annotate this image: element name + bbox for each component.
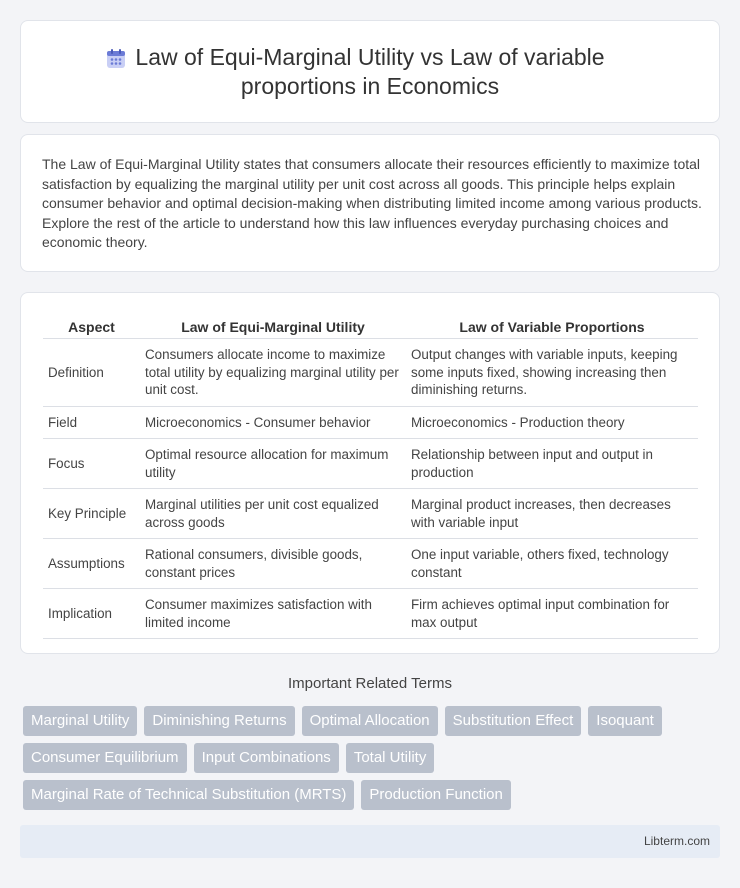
table-row (43, 339, 698, 407)
row-variable-proportions: Relationship between input and output in production (406, 439, 698, 489)
related-term-tag[interactable]: Input Combinations (194, 743, 339, 773)
related-term-tag[interactable]: Optimal Allocation (302, 706, 438, 736)
row-aspect: Definition (43, 339, 140, 407)
row-equi-marginal: Rational consumers, divisible goods, constant prices (140, 539, 406, 589)
row-aspect: Assumptions (43, 539, 140, 589)
row-variable-proportions: One input variable, others fixed, technology constant (406, 539, 698, 589)
table-row (43, 539, 698, 589)
row-equi-marginal: Consumers allocate income to maximize total utility by equalizing marginal utility per unit cost. (140, 339, 406, 407)
related-term-tag[interactable]: Marginal Rate of Technical Substitution (MRTS) (23, 780, 354, 810)
page-title: Law of Equi-Marginal Utility vs Law of variable proportions in Economics (135, 43, 605, 99)
row-equi-marginal: Microeconomics - Consumer behavior (140, 406, 406, 439)
related-term-tag[interactable]: Consumer Equilibrium (23, 743, 187, 773)
related-term-tag[interactable]: Total Utility (346, 743, 435, 773)
table-row (43, 439, 698, 489)
table-row (43, 406, 698, 439)
related-terms-list (23, 706, 723, 810)
row-aspect: Focus (43, 439, 140, 489)
intro-card (20, 134, 720, 272)
row-variable-proportions: Marginal product increases, then decreases with variable input (406, 489, 698, 539)
table-header-row (43, 311, 698, 339)
related-term-tag[interactable]: Marginal Utility (23, 706, 137, 736)
title-card (20, 20, 720, 123)
footer-site-link[interactable]: Libterm.com (643, 834, 710, 848)
related-term-tag[interactable]: Production Function (361, 780, 510, 810)
comparison-table (43, 311, 698, 639)
row-equi-marginal: Consumer maximizes satisfaction with limited income (140, 589, 406, 639)
related-term-tag[interactable]: Isoquant (588, 706, 662, 736)
row-equi-marginal: Marginal utilities per unit cost equalized across goods (140, 489, 406, 539)
header-equi-marginal: Law of Equi-Marginal Utility (140, 311, 406, 339)
header-aspect: Aspect (43, 311, 140, 339)
table-row (43, 589, 698, 639)
related-term-tag[interactable]: Substitution Effect (445, 706, 582, 736)
row-aspect: Field (43, 406, 140, 439)
intro-text: The Law of Equi-Marginal Utility states that consumers allocate their resources efficiently to maximize total satisfaction by equalizing the marginal utility per unit cost across all goods. This principle helps explain consumer behavior and optimal decision-making when distributing limited income among various products. Explore the rest of the article to understand how this law influences everyday purchasing choices and economic theory. (42, 156, 702, 250)
row-variable-proportions: Firm achieves optimal input combination for max output (406, 589, 698, 639)
row-aspect: Implication (43, 589, 140, 639)
comparison-table-card (20, 292, 720, 654)
footer (20, 825, 720, 858)
header-variable-proportions: Law of Variable Proportions (406, 311, 698, 339)
table-row (43, 489, 698, 539)
related-term-tag[interactable]: Diminishing Returns (144, 706, 294, 736)
row-variable-proportions: Microeconomics - Production theory (406, 406, 698, 439)
related-terms-title: Important Related Terms (288, 675, 452, 692)
row-variable-proportions: Output changes with variable inputs, keeping some inputs fixed, showing increasing then diminishing returns. (406, 339, 698, 407)
row-aspect: Key Principle (43, 489, 140, 539)
row-equi-marginal: Optimal resource allocation for maximum utility (140, 439, 406, 489)
